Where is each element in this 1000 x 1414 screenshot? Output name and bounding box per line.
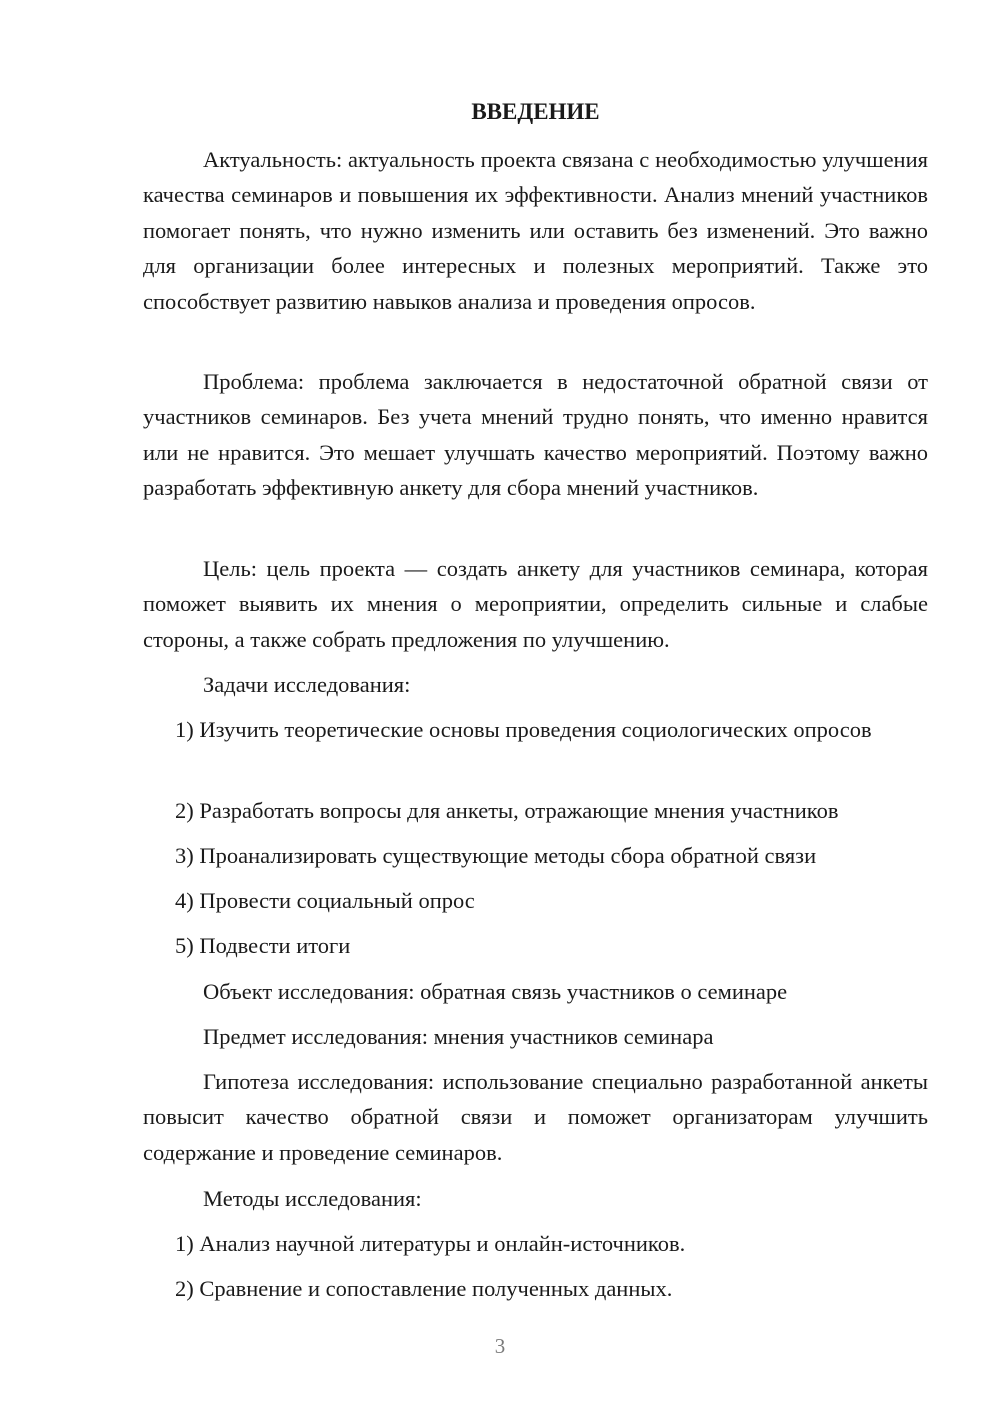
task-item-5: 5) Подвести итоги	[175, 933, 351, 958]
problem-paragraph: Проблема: проблема заключается в недостаточной обратной связи от участников семинаров. Без учета мнений трудно понять, что именно нравится или не нравится. Это мешает улучшать качество мероприятий. Поэтому важно разработать эффективную анкету для сбора мнений участников.	[143, 369, 928, 501]
subject-line: Предмет исследования: мнения участников семинара	[203, 1024, 714, 1049]
goal-paragraph: Цель: цель проекта — создать анкету для участников семинара, которая поможет выявить их мнения о мероприятии, определить сильные и слабые стороны, а также собрать предложения по улучшению.	[143, 556, 928, 652]
task-item-3: 3) Проанализировать существующие методы сбора обратной связи	[175, 843, 817, 868]
page-title: ВВЕДЕНИЕ	[471, 99, 600, 124]
tasks-heading: Задачи исследования:	[203, 672, 411, 697]
task-item-2: 2) Разработать вопросы для анкеты, отражающие мнения участников	[175, 798, 839, 823]
methods-heading: Методы исследования:	[203, 1186, 422, 1211]
method-item-1: 1) Анализ научной литературы и онлайн-источников.	[175, 1231, 686, 1256]
hypothesis-paragraph: Гипотеза исследования: использование специально разработанной анкеты повысит качество обратной связи и поможет организаторам улучшить содержание и проведение семинаров.	[143, 1069, 928, 1165]
page-number: 3	[494, 1334, 506, 1358]
relevance-paragraph: Актуальность: актуальность проекта связана с необходимостью улучшения качества семинаров и повышения их эффективности. Анализ мнений участников помогает понять, что нужно изменить или оставить без изменений. Это важно для организации более интересных и полезных мероприятий. Также это способствует развитию навыков анализа и проведения опросов.	[143, 147, 928, 314]
task-item-1: 1) Изучить теоретические основы проведения социологических опросов	[175, 717, 872, 742]
method-item-2: 2) Сравнение и сопоставление полученных данных.	[175, 1276, 673, 1301]
task-item-4: 4) Провести социальный опрос	[175, 888, 475, 913]
object-line: Объект исследования: обратная связь участников о семинаре	[203, 979, 788, 1004]
